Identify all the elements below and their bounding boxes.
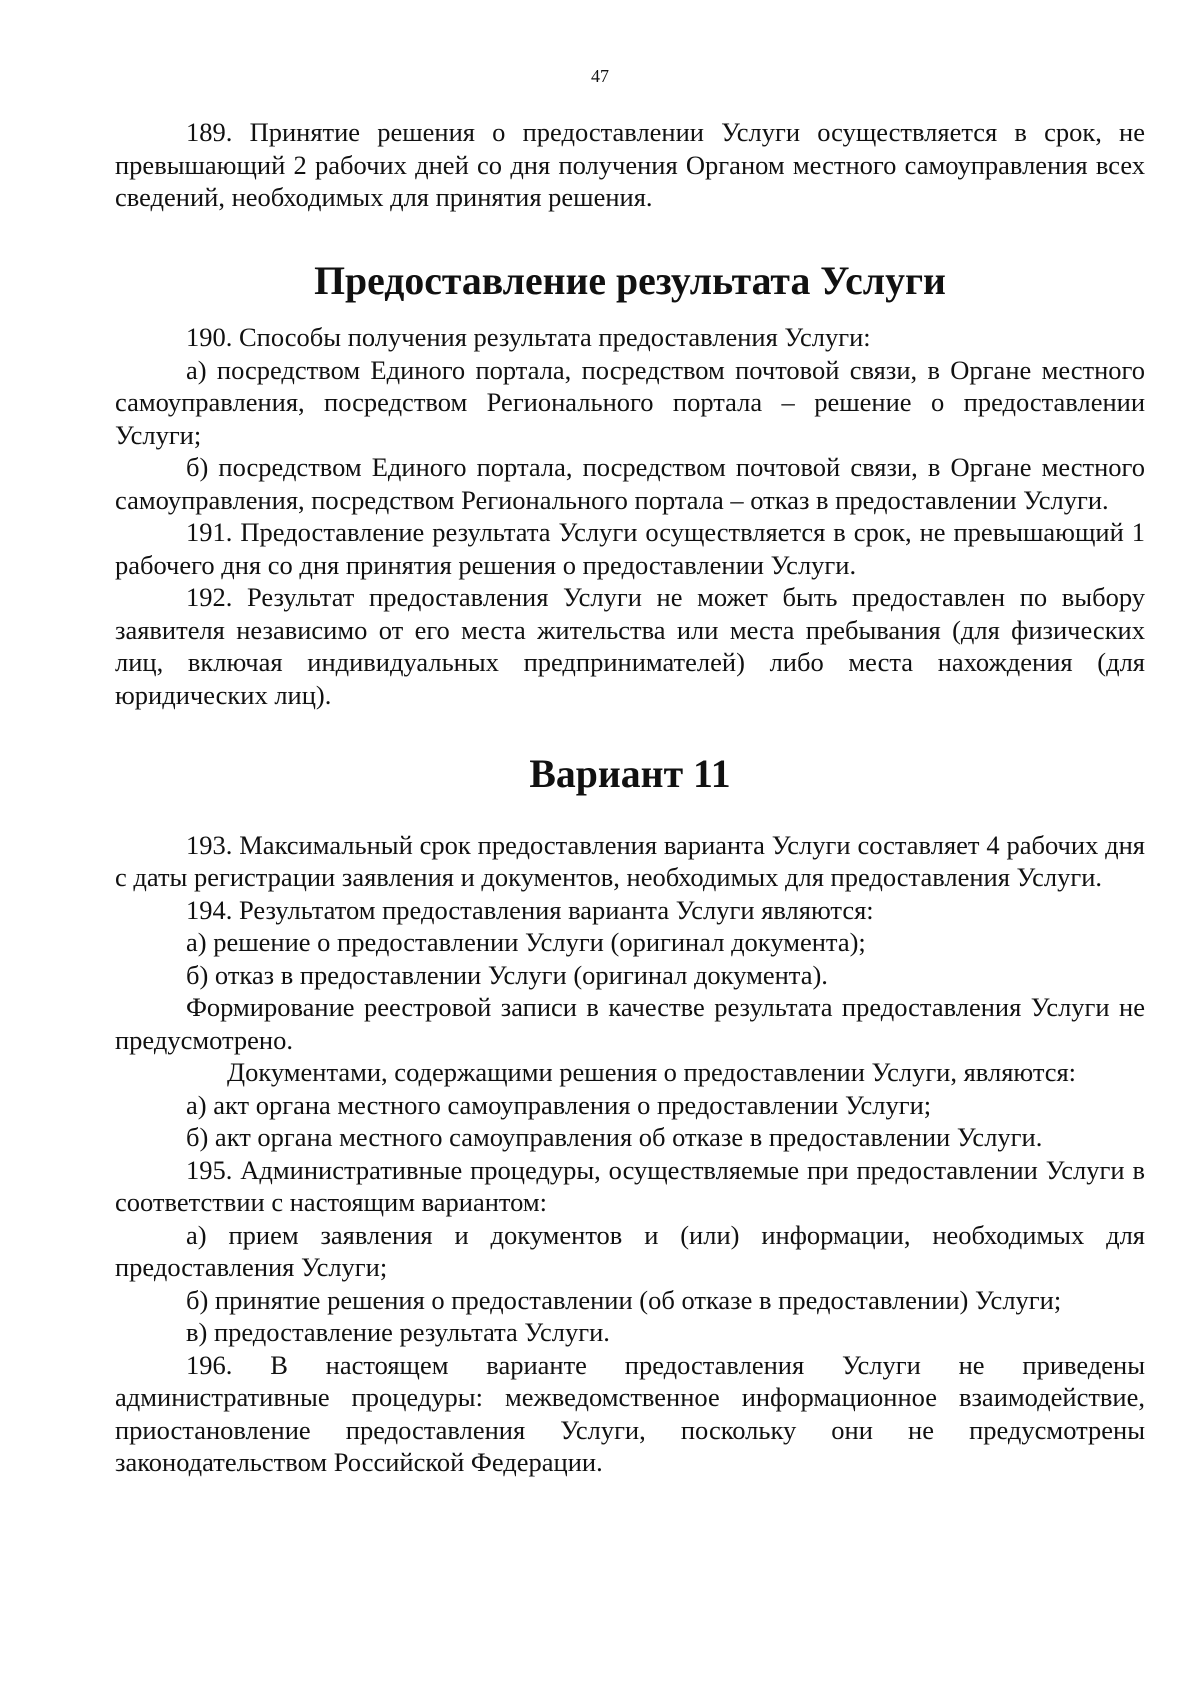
paragraph-193: 193. Максимальный срок предоставления варианта Услуги составляет 4 рабочих дня с даты регистрации заявления и документов, необходимых для предоставления Услуги. [115,829,1145,892]
list-item-195b: б) принятие решения о предоставлении (об отказе в предоставлении) Услуги; [186,1284,1062,1315]
paragraph-196: 196. В настоящем варианте предоставления Услуги не приведены административные процедуры: межведомственное информационное взаимодействие, приостановление предоставления Услуги, поскольку они не предусмотрены законодательством Российской Федерации. [115,1349,1145,1477]
paragraph-195: 195. Административные процедуры, осуществляемые при предоставлении Услуги в соответствии с настоящим вариантом: [115,1154,1145,1217]
paragraph-documents: Документами, содержащими решения о предоставлении Услуги, являются: [227,1057,1077,1087]
list-item-195a: а) прием заявления и документов и (или) информации, необходимых для предоставления Услуги; [115,1219,1145,1282]
paragraph-194: 194. Результатом предоставления варианта Услуги являются: [186,894,874,925]
list-item-195c: в) предоставление результата Услуги. [186,1317,610,1347]
list-item-190a: а) посредством Единого портала, посредством почтовой связи, в Органе местного самоуправления, посредством Регионального портала – решение о предоставлении Услуги; [115,354,1145,450]
section-heading-result: Предоставление результата Услуги [314,258,946,303]
list-item-documents-b: б) акт органа местного самоуправления об отказе в предоставлении Услуги. [186,1122,1043,1152]
paragraph-192: 192. Результат предоставления Услуги не может быть предоставлен по выбору заявителя независимо от его места жительства или места пребывания (для физических лиц, включая индивидуальных предпринимателей) либо места нахождения (для юридических лиц). [115,582,1145,710]
document-body [115,116,1145,1479]
list-item-190b: б) посредством Единого портала, посредством почтовой связи, в Органе местного самоуправления, посредством Регионального портала – отказ в предоставлении Услуги. [115,452,1145,515]
list-item-194b: б) отказ в предоставлении Услуги (оригинал документа). [186,959,828,990]
paragraph-189: 189. Принятие решения о предоставлении Услуги осуществляется в срок, не превышающий 2 рабочих дней со дня получения Органом местного самоуправления всех сведений, необходимых для принятия решения. [115,117,1145,212]
paragraph-registry-record: Формирование реестровой записи в качестве результата предоставления Услуги не предусмотрено. [115,992,1145,1055]
section-heading-variant-11: Вариант 11 [529,752,731,796]
list-item-194a: а) решение о предоставлении Услуги (оригинал документа); [186,927,866,957]
paragraph-191: 191. Предоставление результата Услуги осуществляется в срок, не превышающий 1 рабочего дня со дня принятия решения о предоставлении Услуги. [115,517,1145,580]
paragraph-190: 190. Способы получения результата предоставления Услуги: [186,322,871,352]
page-number: 47 [591,66,609,86]
list-item-documents-a: а) акт органа местного самоуправления о предоставлении Услуги; [186,1089,932,1120]
